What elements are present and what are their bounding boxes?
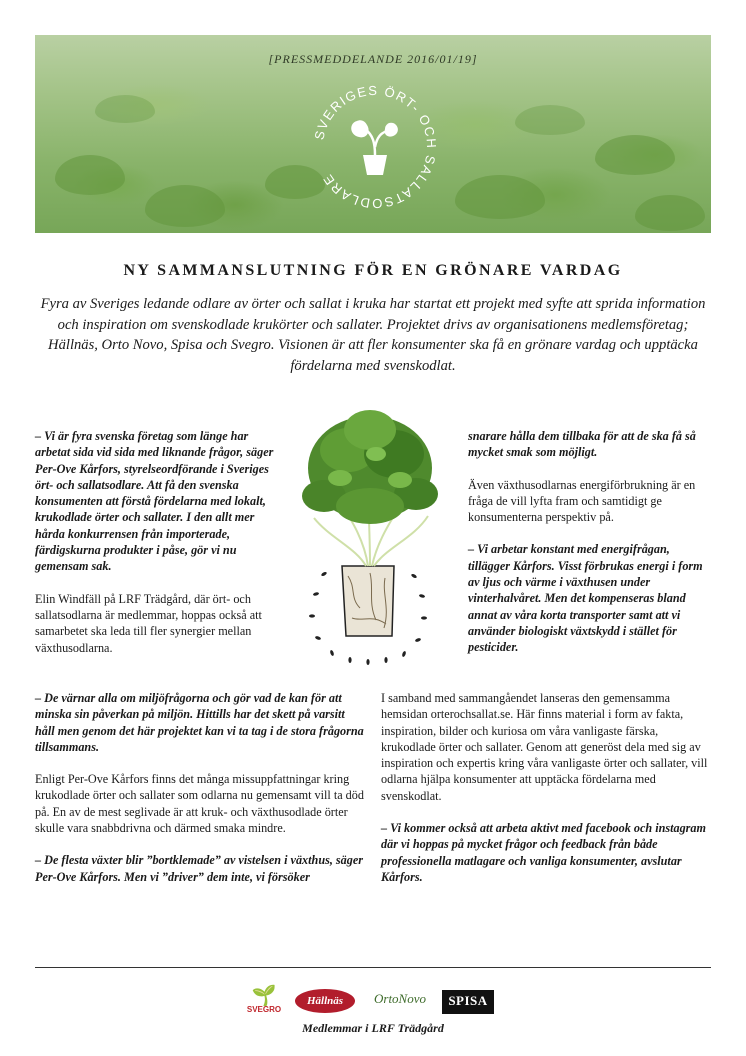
leaf-shape (145, 185, 225, 227)
members-caption: Medlemmar i LRF Trädgård (302, 1021, 444, 1035)
ortonovo-logo: OrtoNovo (374, 991, 426, 1006)
footer-divider (35, 967, 711, 968)
press-date: [PRESSMEDDELANDE 2016/01/19] (268, 52, 478, 66)
leaf-shape (455, 175, 545, 219)
svegro-logo (244, 985, 284, 1014)
leaf-shape (515, 105, 585, 135)
svegro-name: SVEGRO (246, 1005, 282, 1014)
right-column-top (468, 428, 713, 656)
misconceptions-paragraph: Enligt Per-Ove Kårfors finns det många missuppfattningar kring krukodlade örter och sallater som odlarna nu gemensamt vill ta död på. En av de mest seglivade är att kruk- och växthusodlade örter skulle vara snabbdrivna och därmed smaka mindre. (35, 772, 364, 836)
quote-environment: – De värnar alla om miljöfrågorna och gör vad de kan för att minska sin påverkan på miljön. Hittills har det skett på varsitt håll men genom det här projektet kan vi ta tag i de stora frågorna tillsammans. (35, 691, 364, 754)
leaf-shape (95, 95, 155, 123)
spisa-logo: SPISA (442, 990, 494, 1014)
website-paragraph: I samband med sammangåendet lanseras den gemensamma hemsidan orterochsallat.se. Här finns material i form av fakta, inspiration, bilder och kuriosa om våra vanligaste färska, krukodlade örter och sallater. Genom att generöst dela med sig av inspiration och expertis kring våra vanligaste örter och sallater, vill odlarna hjälpa konsumenter att upptäcka fördelarna med svenskodlat. (381, 691, 708, 803)
plant-pot-icon (351, 120, 398, 175)
svegro-leaf-icon: 🌱 (251, 983, 277, 1007)
quote-continuation: snarare hålla dem tillbaka för att de ska få så mycket smak som möjligt. (468, 429, 696, 460)
intro-paragraph: Fyra av Sveriges ledande odlare av örter och sallat i kruka har startat ett projekt med syfte att sprida information och inspiration om svenskodlade krukörter och sallater. Projektet drivs av organisationens medlemsföretag; Hällnäs, Orto Novo, Spisa och Svegro. Visionen är att fler konsumenter ska få en grönare vardag och upptäcka fördelarna med svenskodlat. (40, 296, 706, 374)
org-logo (305, 77, 445, 217)
left-column-bottom (35, 690, 365, 885)
member-logos (0, 985, 746, 1019)
quote-social-media: – Vi kommer också att arbeta aktivt med facebook och instagram där vi hoppas på mycket frågor och feedback från både professionella matlagare och vanliga konsumenter, avslutar Kårfors. (381, 821, 706, 884)
leaf-shape (55, 155, 125, 195)
org-logo-text: SVERIGES ÖRT- OCH SALLATSODLARE (311, 82, 440, 212)
right-column-bottom (381, 690, 711, 885)
page-title: NY SAMMANSLUTNING FÖR EN GRÖNARE VARDAG (123, 262, 623, 279)
plant-foliage (302, 410, 438, 524)
leaf-shape (635, 195, 705, 231)
soil-root-block (342, 566, 394, 636)
energy-paragraph: Även växthusodlarnas energiförbrukning är en fråga de vill lyfta fram och samtidigt ge konsumenterna perspektiv på. (468, 477, 696, 525)
quote-karfors-intro: – Vi är fyra svenska företag som länge har arbetat sida vid sida med liknande frågor, säger Per-Ove Kårfors, styrelseordförande i Sveriges ört- och sallatsodlare. Att få den svenska konsumenten att förstå fördelarna med lokalt, krukodlade örter och sallater. I den allt mer hårda konkurrensen från importerade, färdigskurna produkter i påse, gör vi nu gemensam sak. (35, 429, 274, 574)
herb-plant-illustration (290, 398, 450, 670)
quote-energy: – Vi arbetar konstant med energifrågan, tillägger Kårfors. Visst förbrukas energi i form av ljus och värme i växthusen under vinterhalvåret. Men det kompenseras bland annat av våra korta transporter samt att vi använder biologiskt växtskydd i stället för pesticider. (468, 542, 703, 655)
leaf-shape (595, 135, 675, 175)
quote-greenhouse: – De flesta växter blir ”bortklemade” av vistelsen i växthus, säger Per-Ove Kårfors. Men vi ”driver” dem inte, vi försöker (35, 853, 364, 884)
windfall-paragraph: Elin Windfäll på LRF Trädgård, där ört- och sallatsodlarna är medlemmar, hoppas också att samarbetet ska leda till fler synergier mellan växthusodlarna. (35, 591, 262, 655)
left-column-top (35, 428, 280, 656)
header-banner (35, 35, 711, 233)
hallnas-logo: Hällnäs (295, 989, 355, 1013)
